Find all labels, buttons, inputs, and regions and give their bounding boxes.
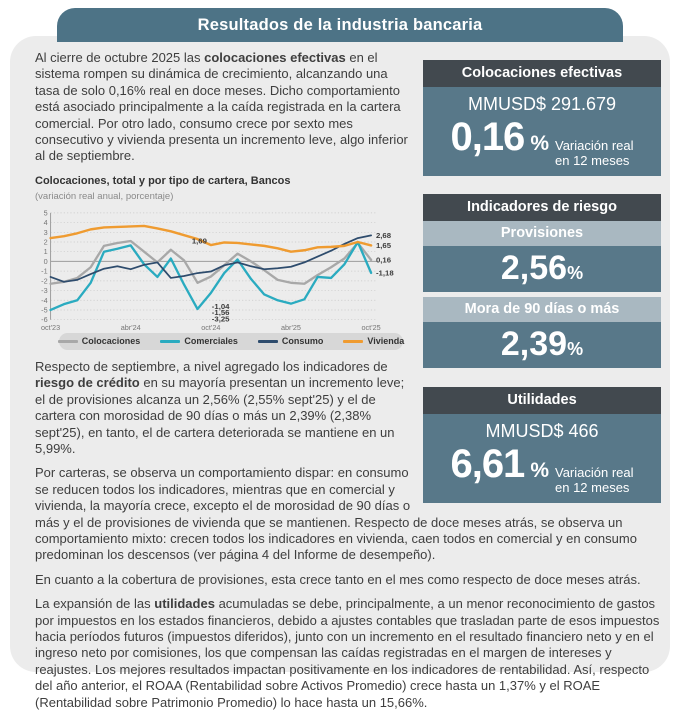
svg-text:-5: -5 xyxy=(41,305,48,315)
risk-item-mora-label: Mora de 90 días o más xyxy=(423,297,661,322)
stat-amount: MMUSD$ 291.679 xyxy=(467,94,617,114)
legend-item xyxy=(343,333,404,349)
svg-text:2,68: 2,68 xyxy=(375,230,392,240)
stat-caption-line1: Variación real xyxy=(555,138,634,153)
paragraph-segment: Respecto de septiembre, a nivel agregado los indicadores de xyxy=(35,358,388,374)
stat-box-riesgo-header: Indicadores de riesgo xyxy=(423,194,661,221)
chart-title: Colocaciones, total y por tipo de cartera, Bancos xyxy=(35,174,291,187)
legend-swatch-icon xyxy=(343,340,363,343)
paragraph-segment: Al cierre de octubre 2025 las xyxy=(35,50,205,65)
legend-swatch-icon xyxy=(58,340,78,343)
stat-box-colocaciones xyxy=(423,60,661,176)
risk-item-mora-percent-sign: % xyxy=(567,339,584,360)
stat-value: 6,61 xyxy=(450,442,525,487)
svg-text:oct'25: oct'25 xyxy=(361,322,381,332)
legend-item xyxy=(258,333,324,349)
svg-text:oct'23: oct'23 xyxy=(40,322,61,332)
paragraph-segment: La expansión de las xyxy=(35,596,155,612)
legend-swatch-icon xyxy=(258,340,278,343)
legend-label: Colocaciones xyxy=(81,336,141,347)
stat-caption-line2: en 12 meses xyxy=(555,479,630,495)
legend-item xyxy=(58,333,141,349)
paragraph-bold-segment: utilidades xyxy=(154,596,215,612)
legend-label: Vivienda xyxy=(367,336,405,347)
spacer xyxy=(423,176,661,194)
svg-text:1: 1 xyxy=(43,246,48,256)
stat-value-row xyxy=(427,117,657,168)
page-title: Resultados de la industria bancaria xyxy=(197,15,483,34)
chart-canvas xyxy=(35,208,409,332)
svg-text:-1,18: -1,18 xyxy=(375,268,394,278)
svg-text:-3: -3 xyxy=(41,285,48,295)
stat-value: 0,16 xyxy=(450,115,525,159)
spacer xyxy=(423,368,661,387)
stat-box-riesgo xyxy=(423,194,661,368)
paragraph xyxy=(35,572,661,588)
svg-text:-3,25: -3,25 xyxy=(211,314,230,324)
svg-text:-1,04: -1,04 xyxy=(211,301,230,311)
risk-item-mora-value-row xyxy=(423,322,661,368)
legend-swatch-icon xyxy=(160,340,180,343)
risk-item-provisiones-percent-sign: % xyxy=(567,263,584,284)
paragraph-segment: en su mayoría presentan un incremento leve; el de provisiones alcanza un 2,56% (2,55% sept'25) y el de cartera con morosidad de 90 días o más un 2,39% (2,38% sept'25), en tanto, el de cartera deteriorada se mantiene en un 5,99%. xyxy=(35,375,405,457)
svg-text:0: 0 xyxy=(43,256,48,266)
paragraph-segment: en el sistema rompen su dinámica de crecimiento, alcanzando una tasa de solo 0,16% real en doce meses. Dicho comportamiento está asociado principalmente a la caída registrada en la cartera comercial. Por otro lado, consumo crece por sexto mes consecutivo y vivienda presenta un incremento leve, algo inferior al de septiembre. xyxy=(35,50,408,164)
chart-legend xyxy=(59,333,403,350)
stat-percent-sign: % xyxy=(530,459,549,483)
stats-column xyxy=(423,60,661,503)
paragraph-segment: En cuanto a la cobertura de provisiones, esta crece tanto en el mes como respecto de doce meses atrás. xyxy=(35,571,641,587)
stat-value-row xyxy=(427,444,657,495)
svg-text:oct'24: oct'24 xyxy=(201,322,221,332)
paragraph-bold-segment: riesgo de crédito xyxy=(35,375,140,391)
stat-box-utilidades-header: Utilidades xyxy=(423,387,661,414)
svg-text:-1: -1 xyxy=(41,266,48,276)
paragraph-segment: acumuladas se debe, principalmente, a un menor reconocimiento de gastos por impuestos en los estados financieros, debido a ajustes contables que trasladan parte de esos impuestos hacia períodos futuros (impuestos diferidos), junto con un incremento en el resultado financiero neto y en el ingreso neto por comisiones, los que compensan las caídas registradas en el margen de intereses y reajustes. Los mejores resultados impactan positivamente en los indicadores de rentabilidad. Así, respecto del año anterior, el ROAA (Rentabilidad sobre Activos Promedio) crece hasta un 1,37% y el ROAE (Rentabilidad sobre Patrimonio Promedio) lo hace hasta un 15,66%. xyxy=(35,596,660,710)
page-title-banner xyxy=(57,8,623,42)
legend-label: Consumo xyxy=(281,336,324,347)
svg-text:2: 2 xyxy=(43,237,48,247)
stat-box-colocaciones-header: Colocaciones efectivas xyxy=(423,60,661,87)
legend-item xyxy=(160,333,238,349)
risk-item-provisiones-value: 2,56 xyxy=(500,249,568,288)
svg-text:-6: -6 xyxy=(41,314,48,324)
svg-text:-2: -2 xyxy=(41,276,48,286)
paragraph-bold-segment: colocaciones efectivas xyxy=(204,50,346,65)
svg-text:abr'24: abr'24 xyxy=(120,322,141,332)
svg-text:abr'25: abr'25 xyxy=(280,322,301,332)
paragraph-segment: Por carteras, se observa un comportamiento dispar: en consumo se reducen todos los indicadores, mientras que en comercial y vivienda, la mayoría crece, excepto el de morosidad de 90 días o más y el de provisiones de vivienda que se mantienen. Respecto de doce meses atrás, se observa un comportamiento mixto: crecen todos los indicadores en vivienda, caen todos en comercial y en consumo predominan los descensos (ver página 4 del Informe de desempeño). xyxy=(35,465,637,563)
stat-caption-line2: en 12 meses xyxy=(555,152,630,168)
stat-percent-sign: % xyxy=(530,132,549,155)
svg-text:4: 4 xyxy=(43,217,48,227)
stat-box-utilidades-body xyxy=(423,414,661,503)
risk-item-mora-value: 2,39 xyxy=(500,325,568,364)
svg-text:-4: -4 xyxy=(41,295,48,305)
line-chart xyxy=(35,173,409,350)
stat-caption-line1: Variación real xyxy=(555,465,634,481)
stat-caption xyxy=(555,139,634,168)
svg-text:0,16: 0,16 xyxy=(375,255,392,265)
stat-caption xyxy=(555,466,634,495)
svg-text:5: 5 xyxy=(43,208,48,218)
stat-box-colocaciones-body xyxy=(423,87,661,176)
chart-subtitle: (variación real anual, porcentaje) xyxy=(35,191,174,203)
svg-text:3: 3 xyxy=(43,227,48,237)
stat-amount: MMUSD$ 466 xyxy=(485,421,599,442)
svg-text:1,69: 1,69 xyxy=(191,235,207,245)
paragraph xyxy=(35,596,661,711)
risk-item-provisiones-label: Provisiones xyxy=(423,221,661,246)
legend-label: Comerciales xyxy=(184,336,238,347)
report-card xyxy=(10,36,670,710)
svg-text:1,65: 1,65 xyxy=(375,240,392,250)
risk-item-provisiones-value-row xyxy=(423,246,661,292)
svg-text:-1,56: -1,56 xyxy=(211,307,230,317)
stat-box-utilidades xyxy=(423,387,661,503)
